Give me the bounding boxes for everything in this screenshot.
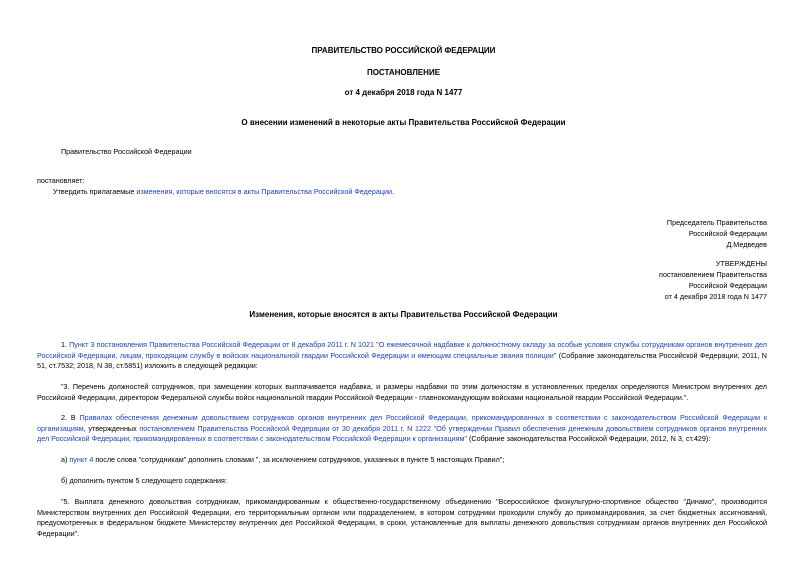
subparagraph-a xyxy=(61,455,504,466)
approve-paragraph xyxy=(53,187,394,198)
approved-label: УТВЕРЖДЕНЫ xyxy=(715,259,767,268)
p2-number: 2. В xyxy=(61,413,80,422)
postanovlyaet: постановляет: xyxy=(37,176,85,185)
signature-block xyxy=(567,218,767,251)
paragraph-5-quote: "5. Выплата денежного довольствия сотрудникам, прикомандированным к общественно-государственному объединению "Всероссийское физкультурно-спортивное общество "Динамо", производится Министерством внутренних дел Российской Федерации, его территориальным органом или подразделением, в котором сотрудники проходили службу до прикомандирования, за счет бюджетных ассигнований, предусмотренных в федеральном бюджете Министерству внутренних дел Российской Федерации, в сроки, установленные для выплаты денежного довольствия сотрудникам органов внутренних дел Российской Федерации". xyxy=(37,497,767,538)
subparagraph-b: б) дополнить пунктом 5 следующего содержания: xyxy=(61,476,227,485)
government-heading: ПРАВИТЕЛЬСТВО РОССИЙСКОЙ ФЕДЕРАЦИИ xyxy=(311,46,496,55)
government-line: Правительство Российской Федерации xyxy=(61,147,192,156)
approved-by: постановлением Правительства xyxy=(659,270,767,279)
p1-number: 1. xyxy=(61,340,70,349)
paragraph-2 xyxy=(37,413,767,445)
paragraph-1-quote: "3. Перечень должностей сотрудников, при замещении которых выплачивается надбавка, и размеры надбавки по этим должностям в установленных пределах определяются Министром внутренних дел Российской Федерации, директором Федеральной службы войск национальной гвардии Российской Федерации - главнокомандующим войсками национальной гвардии Российской Федерации.". xyxy=(37,382,767,402)
pa-prefix: а) xyxy=(61,455,70,464)
approve-prefix: Утвердить прилагаемые xyxy=(53,187,137,196)
p2-decree-link[interactable]: постановлением Правительства Российской Федерации от 30 декабря 2011 г. N 1222 "Об утверждении Правил обеспечения денежным довольствием сотрудников органов внутренних дел Российской Федерации, прикомандированных в соответствии с законодательством Российской Федерации к организациям" xyxy=(37,423,767,443)
pa-point-link[interactable]: пункт 4 xyxy=(69,455,94,464)
paragraph-1 xyxy=(37,340,767,372)
p1-point-link[interactable]: Пункт 3 xyxy=(69,340,95,349)
pa-text: после слова "сотрудникам" дополнить словами ", за исключением сотрудников, указанных в пункте 5 настоящих Правил"; xyxy=(93,455,505,464)
p1-tail: (Собрание законодательства Российской Федерации, 2011, N 51, ст.7532; 2018, N 38, ст.5851) изложить в следующей редакции: xyxy=(37,350,767,370)
p1-decree-link[interactable]: постановления Правительства Российской Федерации от 8 декабря 2011 г. N 1021 "О ежемесячной надбавке к должностному окладу за особые условия службы сотрудникам органов внутренних дел Российской Федерации, лицам, проходящим службу в войсках национальной гвардии Российской Федерации и имеющим специальные звания полиции" xyxy=(37,340,767,360)
p2-rules-link[interactable]: Правилах обеспечения денежным довольствием сотрудников органов внутренних дел Российской Федерации, прикомандированных в соответствии с законодательством Российской Федерации к организациям xyxy=(37,413,767,433)
p2-approved: , утвержденных xyxy=(83,423,140,433)
signature-country: Российской Федерации xyxy=(688,229,767,238)
document-title: О внесении изменений в некоторые акты Правительства Российской Федерации xyxy=(241,118,566,127)
signature-position: Председатель Правительства xyxy=(666,218,767,227)
p2-tail: (Собрание законодательства Российской Федерации, 2012, N 3, ст.429): xyxy=(466,434,711,443)
approved-block xyxy=(567,259,767,303)
signature-name: Д.Медведев xyxy=(726,240,767,249)
document-type: ПОСТАНОВЛЕНИЕ xyxy=(366,68,441,77)
changes-title: Изменения, которые вносятся в акты Правительства Российской Федерации xyxy=(249,310,558,319)
approve-changes-link[interactable]: изменения, которые вносятся в акты Правительства Российской Федерации xyxy=(136,187,392,196)
approved-date: от 4 декабря 2018 года N 1477 xyxy=(664,292,767,301)
document-date: от 4 декабря 2018 года N 1477 xyxy=(344,88,463,97)
approved-country: Российской Федерации xyxy=(688,281,767,290)
approve-suffix: . xyxy=(391,187,394,196)
